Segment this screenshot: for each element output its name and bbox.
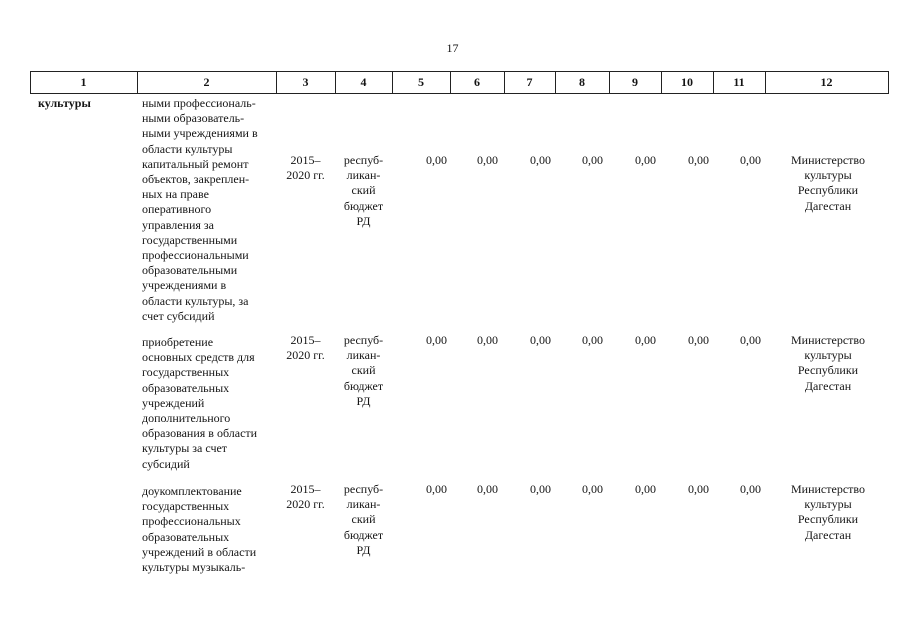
row3-value-2017: 0,00 bbox=[530, 482, 551, 496]
column-header-7: 7 bbox=[526, 75, 533, 89]
row3-value-2015: 0,00 bbox=[426, 482, 447, 496]
row1-value-2016: 0,00 bbox=[477, 153, 498, 167]
row1-value-2020: 0,00 bbox=[688, 153, 709, 167]
column-header-10: 10 bbox=[681, 75, 693, 89]
row2-value-2016: 0,00 bbox=[477, 333, 498, 347]
row1-value-2019: 0,00 bbox=[635, 153, 656, 167]
row1-value-2018: 0,00 bbox=[582, 153, 603, 167]
row3-period: 2015– 2020 гг. bbox=[286, 482, 325, 512]
row1-description: ными профессиональ- ными образователь- ными учреждениями в области культуры капитальный ремонт объектов, закреплен- ных на праве оперативного управления за государственными профессиональными образовательными учреждениями в области культуры, за счет субсидий bbox=[142, 96, 258, 323]
row1-section-label: культуры bbox=[38, 96, 91, 110]
column-header-4: 4 bbox=[360, 75, 367, 89]
column-header-1: 1 bbox=[80, 75, 87, 89]
column-header-6: 6 bbox=[474, 75, 480, 89]
column-header-12: 12 bbox=[820, 75, 833, 89]
row3-value-2019: 0,00 bbox=[635, 482, 656, 496]
table-top-border bbox=[30, 71, 889, 72]
row2-value-2020: 0,00 bbox=[688, 333, 709, 347]
column-header-9: 9 bbox=[632, 75, 638, 89]
page-number: 17 bbox=[446, 41, 459, 55]
table-header-bottom-border bbox=[30, 93, 889, 94]
column-divider bbox=[888, 71, 889, 94]
row2-executor: Министерство культуры Республики Дагестан bbox=[791, 333, 865, 393]
row3-executor: Министерство культуры Республики Дагестан bbox=[791, 482, 865, 542]
row1-value-2015: 0,00 bbox=[426, 153, 447, 167]
row3-value-2018: 0,00 bbox=[582, 482, 603, 496]
column-header-2: 2 bbox=[203, 75, 210, 89]
row3-value-2016: 0,00 bbox=[477, 482, 498, 496]
row3-value-2020: 0,00 bbox=[688, 482, 709, 496]
row1-funding-source: респуб- ликан- ский бюджет РД bbox=[343, 153, 384, 228]
row1-executor: Министерство культуры Республики Дагестан bbox=[791, 153, 865, 213]
row1-value-total: 0,00 bbox=[740, 153, 761, 167]
row2-funding-source: респуб- ликан- ский бюджет РД bbox=[343, 333, 384, 408]
row2-period: 2015– 2020 гг. bbox=[286, 333, 325, 363]
row3-description: доукомплектование государственных профессиональных образовательных учреждений в области культуры музыкаль- bbox=[142, 484, 257, 575]
row3-value-total: 0,00 bbox=[740, 482, 761, 496]
row3-funding-source: респуб- ликан- ский бюджет РД bbox=[343, 482, 384, 557]
row2-description: приобретение основных средств для государственных образовательных учреждений дополнительного образования в области культуры за счет субсидий bbox=[142, 335, 258, 471]
column-header-8: 8 bbox=[579, 75, 585, 89]
row2-value-2019: 0,00 bbox=[635, 333, 656, 347]
row2-value-2018: 0,00 bbox=[582, 333, 603, 347]
row1-value-2017: 0,00 bbox=[530, 153, 551, 167]
column-header-3: 3 bbox=[302, 75, 309, 89]
row2-value-total: 0,00 bbox=[740, 333, 761, 347]
row1-period: 2015– 2020 гг. bbox=[286, 153, 325, 183]
row2-value-2015: 0,00 bbox=[426, 333, 447, 347]
row2-value-2017: 0,00 bbox=[530, 333, 551, 347]
column-header-11: 11 bbox=[733, 75, 745, 89]
column-header-5: 5 bbox=[418, 75, 424, 89]
